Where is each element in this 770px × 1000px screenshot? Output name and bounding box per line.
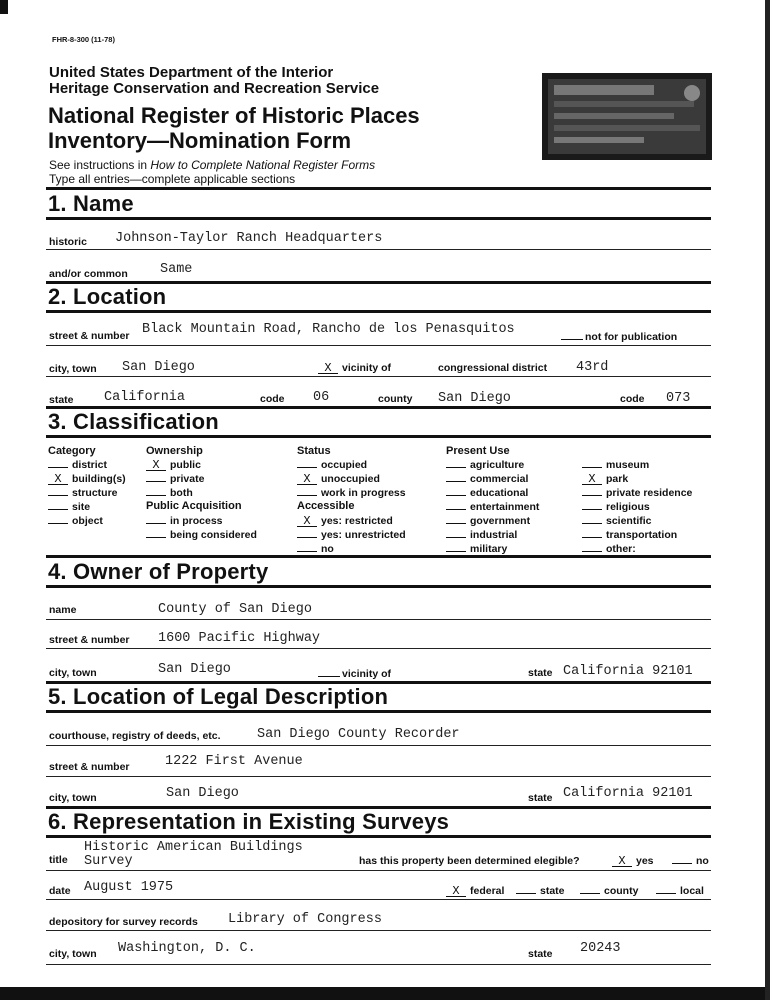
county-label: county [378,393,413,405]
eligible-question: has this property been determined elegible? [359,855,580,867]
historic-label: historic [49,236,87,248]
not-pub-blank [561,330,583,340]
owner-city: San Diego [158,662,231,677]
city-label: city, town [49,363,97,375]
legal-city: San Diego [166,786,239,801]
option-label: other: [606,543,636,555]
no-mark [672,863,692,864]
check-mark [582,551,602,552]
status-unoccupied [297,473,380,485]
owner-vicinity [318,667,391,680]
present-use-heading: Present Use [446,445,510,457]
option-label: both [170,487,193,499]
owner-name: County of San Diego [158,602,312,617]
federal-mark: X [446,886,466,897]
check-mark [446,495,466,496]
owner-street: 1600 Pacific Highway [158,631,321,646]
ownership-heading: Ownership [146,445,203,457]
owner-name-label: name [49,604,77,616]
owner-street-label: street & number [49,634,130,646]
use-other [582,543,636,555]
state-value: California [104,390,186,405]
rule-street [46,345,711,346]
accessible-heading: Accessible [297,500,355,512]
option-label: building(s) [72,473,126,485]
vicinity-mark: X [318,363,338,374]
option-label: park [606,473,629,485]
code-value: 06 [313,390,330,405]
instructions-line-2: Type all entries—complete applicable sections [49,172,296,186]
common-label: and/or common [49,268,128,280]
stamp-texture [542,73,712,160]
section-3-title: 3. Classification [48,409,219,434]
ownership-both [146,487,193,499]
status-occupied [297,459,367,471]
check-mark [146,537,166,538]
option-label: agriculture [470,459,525,471]
local-mark [656,893,676,894]
option-label: occupied [321,459,368,471]
state-opt-label: state [540,885,565,897]
option-label: educational [470,487,529,499]
historic-name: Johnson-Taylor Ranch Headquarters [115,231,383,246]
option-label: district [72,459,108,471]
check-mark [446,509,466,510]
use-commercial [446,473,528,485]
option-label: private [170,473,205,485]
option-label: no [321,543,334,555]
rule-owner-name [46,619,711,620]
check-mark [297,467,317,468]
option-label: entertainment [470,501,540,513]
state-label: state [49,394,74,406]
legal-street-label: street & number [49,761,130,773]
check-mark [146,481,166,482]
form-title-1: National Register of Historic Places [48,103,420,128]
option-label: yes: restricted [321,515,393,527]
check-mark [446,537,466,538]
option-label: military [470,543,508,555]
category-buildings [48,473,126,485]
rule-owner-street [46,648,711,649]
legal-city-label: city, town [49,792,97,804]
option-label: transportation [606,529,678,541]
accessible-unrestricted [297,529,406,541]
option-label: private residence [606,487,693,499]
survey-date-label: date [49,885,71,897]
street-label: street & number [49,330,130,342]
use-agriculture [446,459,524,471]
survey-title-label: title [49,854,68,866]
check-mark [582,523,602,524]
check-mark [146,523,166,524]
local-opt-label: local [680,885,704,897]
use-industrial [446,529,517,541]
survey-state: 20243 [580,941,621,956]
check-mark [297,537,317,538]
not-pub-label: not for publication [585,331,678,343]
check-mark [446,467,466,468]
instructions-title: How to Complete National Register Forms [150,158,376,172]
county-opt-label: county [604,885,639,897]
use-transportation [582,529,677,541]
code-label: code [260,393,285,405]
depository-value: Library of Congress [228,912,382,927]
section-2-title: 2. Location [48,284,167,309]
use-private-residence [582,487,692,499]
vicinity-blank [318,667,340,677]
level-local [656,885,704,897]
no-label: no [696,855,709,867]
check-mark [582,509,602,510]
vicinity-label: vicinity of [342,362,392,374]
state-mark [516,893,536,894]
survey-title-line-1: Historic American Buildings [84,840,303,855]
eligible-yes [612,855,654,867]
vicinity-text: vicinity of [342,668,392,680]
rule-depository [46,930,711,931]
instructions-prefix: See instructions in [49,158,151,172]
check-mark [297,495,317,496]
section-1-title: 1. Name [48,191,134,216]
check-mark: X [297,516,317,527]
rule-historic [46,249,711,250]
yes-label: yes [636,855,654,867]
check-mark [48,523,68,524]
section-4-rule [46,585,711,588]
form-title-2: Inventory—Nomination Form [48,128,352,153]
depository-label: depository for survey records [49,916,198,928]
legal-state-label: state [528,792,553,804]
level-federal [446,885,504,897]
city-value: San Diego [122,360,195,375]
courthouse-value: San Diego County Recorder [257,727,460,742]
category-object [48,515,103,527]
option-label: commercial [470,473,529,485]
eligible-no [672,855,709,867]
scan-border-bottom [0,987,770,1000]
legal-street: 1222 First Avenue [165,754,303,769]
district-label: congressional district [438,362,548,374]
ownership-public [146,459,201,471]
service-name: Heritage Conservation and Recreation Service [49,80,380,97]
common-name: Same [160,262,193,277]
rule-survey-title [46,870,711,871]
header-divider [46,187,711,190]
check-mark [446,481,466,482]
option-label: museum [606,459,650,471]
section-1-rule [46,217,711,220]
section-4-title: 4. Owner of Property [48,559,269,584]
rule-courthouse [46,745,711,746]
street-value: Black Mountain Road, Rancho de los Penasquitos [142,322,515,337]
use-museum [582,459,649,471]
category-structure [48,487,118,499]
option-label: unoccupied [321,473,380,485]
scan-border-right [765,0,770,1000]
use-government [446,515,530,527]
section-6-rule [46,835,711,838]
check-mark [582,537,602,538]
section-4-top-rule [46,555,711,558]
form-number: FHR-8-300 (11-78) [52,35,115,44]
legal-state: California 92101 [563,786,693,801]
option-label: object [72,515,103,527]
check-mark: X [146,460,166,471]
acquisition-heading: Public Acquisition [146,500,242,512]
option-label: yes: unrestricted [321,529,406,541]
section-2-rule [46,310,711,313]
option-label: industrial [470,529,518,541]
acquisition-in-process [146,515,223,527]
acquisition-being-considered [146,529,257,541]
level-state [516,885,565,897]
agency-stamp [542,73,712,160]
section-6-title: 6. Representation in Existing Surveys [48,809,450,834]
accessible-restricted [297,515,393,527]
check-mark [446,551,466,552]
option-label: site [72,501,91,513]
category-district [48,459,107,471]
accessible-no [297,543,334,555]
use-park [582,473,628,485]
survey-date: August 1975 [84,880,174,895]
use-educational [446,487,528,499]
rule-survey-date [46,899,711,900]
yes-mark: X [612,856,632,867]
status-heading: Status [297,445,331,457]
check-mark: X [582,474,602,485]
survey-city-label: city, town [49,948,97,960]
survey-city: Washington, D. C. [118,941,256,956]
county-value: San Diego [438,391,511,406]
category-site [48,501,90,513]
check-mark [582,467,602,468]
section-3-rule [46,435,711,438]
section-5-rule [46,710,711,713]
check-mark [48,509,68,510]
district-value: 43rd [576,360,609,375]
check-mark [297,551,317,552]
use-scientific [582,515,652,527]
not-for-publication [561,330,677,343]
owner-state-label: state [528,667,553,679]
county-mark [580,893,600,894]
rule-survey-city [46,964,711,965]
code2-label: code [620,393,645,405]
check-mark: X [297,474,317,485]
check-mark [582,495,602,496]
instructions-line-1 [49,158,375,172]
use-military [446,543,507,555]
option-label: scientific [606,515,652,527]
category-heading: Category [48,445,96,457]
option-label: structure [72,487,118,499]
check-mark [446,523,466,524]
check-mark: X [48,474,68,485]
rule-legal-street [46,776,711,777]
status-work-in-progress [297,487,406,499]
option-label: religious [606,501,650,513]
option-label: being considered [170,529,257,541]
check-mark [48,467,68,468]
option-label: government [470,515,531,527]
ownership-private [146,473,204,485]
section-5-title: 5. Location of Legal Description [48,684,389,709]
owner-state: California 92101 [563,664,693,679]
owner-city-label: city, town [49,667,97,679]
rule-city [46,376,711,377]
dept-name: United States Department of the Interior [49,64,334,81]
level-county [580,885,638,897]
federal-label: federal [470,885,505,897]
option-label: in process [170,515,223,527]
use-religious [582,501,650,513]
courthouse-label: courthouse, registry of deeds, etc. [49,730,221,742]
option-label: work in progress [321,487,406,499]
check-mark [146,495,166,496]
code2-value: 073 [666,391,691,406]
option-label: public [170,459,201,471]
scan-corner-mark [0,0,8,14]
vicinity-checkbox [318,362,391,374]
use-entertainment [446,501,539,513]
survey-state-label: state [528,948,553,960]
check-mark [48,495,68,496]
survey-title-line-2: Survey [84,854,133,869]
